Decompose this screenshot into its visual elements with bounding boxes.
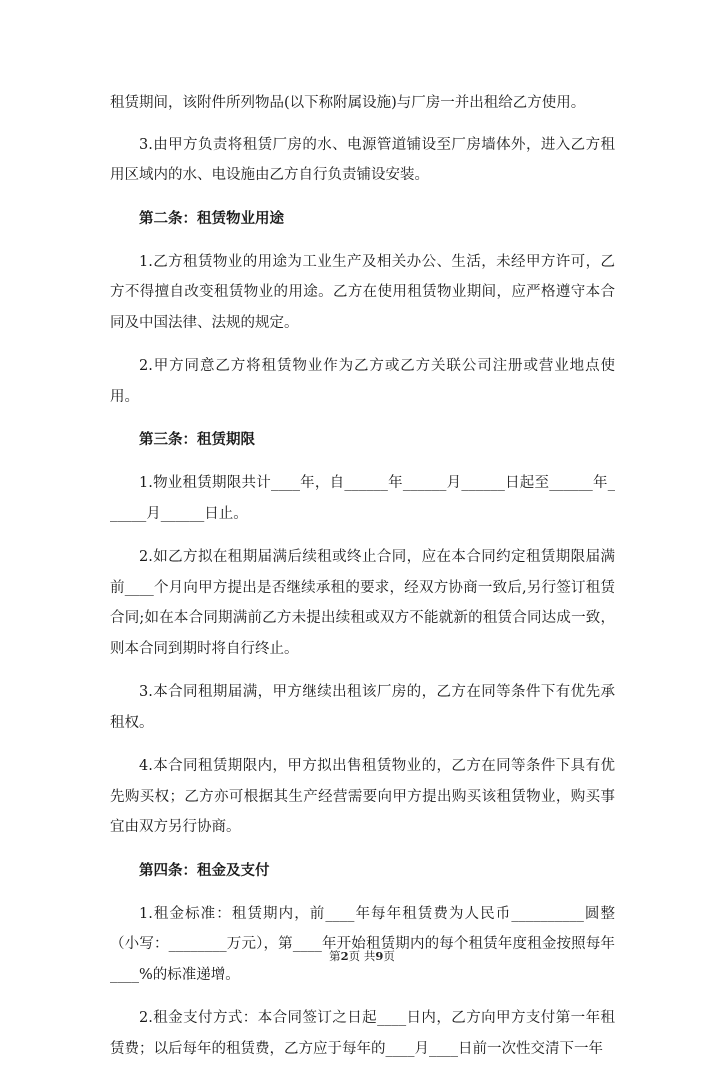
footer-total-pages: 9 <box>375 949 384 963</box>
paragraph-usage-clause-1: 1.乙方租赁物业的用途为工业生产及相关办公、生活，未经甲方许可，乙方不得擅自改变租赁物业的用途。乙方在使用租赁物业期间，应严格遵守本合同及中国法律、法规的规定。 <box>110 253 615 331</box>
document-body <box>110 88 615 1077</box>
heading-article-3: 第三条：租赁期限 <box>139 432 255 448</box>
heading-article-4: 第四条：租金及支付 <box>139 862 270 879</box>
paragraph-continuation: 租赁期间，该附件所列物品(以下称附属设施)与厂房一并出租给乙方使用。 <box>110 95 586 111</box>
footer-middle: 页 共 <box>348 949 376 963</box>
paragraph-utilities-clause: 3.由甲方负责将租赁厂房的水、电源管道铺设至厂房墙体外，进入乙方租用区域内的水、电设施由乙方自行负责铺设安装。 <box>110 136 615 183</box>
paragraph-term-clause-3: 3.本合同租期届满，甲方继续出租该厂房的，乙方在同等条件下有优先承租权。 <box>110 684 615 731</box>
paragraph-term-clause-4: 4.本合同租赁期限内，甲方拟出售租赁物业的，乙方在同等条件下具有优先购买权；乙方亦可根据其生产经营需要向甲方提出购买该租赁物业，购买事宜由双方另行协商。 <box>110 758 615 835</box>
footer-prefix: 第 <box>329 949 341 963</box>
page-footer <box>0 948 724 964</box>
footer-suffix: 页 <box>383 949 395 963</box>
paragraph-term-clause-1: 1.物业租赁期限共计____年，自______年______月______日起至______年______月______日止。 <box>110 475 615 522</box>
paragraph-rent-clause-1: 1.租金标准：租赁期内，前____年每年租赁费为人民币__________圆整（小写：________万元），第____年开始租赁期内的每个租赁年度租金按照每年____%的标准递增。 <box>110 905 615 983</box>
paragraph-rent-clause-2: 2.租金支付方式：本合同签订之日起____日内，乙方向甲方支付第一年租赁费；以后每年的租赁费，乙方应于每年的____月____日前一次性交清下一年 <box>110 1010 615 1057</box>
paragraph-usage-clause-2: 2.甲方同意乙方将租赁物业作为乙方或乙方关联公司注册或营业地点使用。 <box>110 358 615 405</box>
heading-article-2: 第二条：租赁物业用途 <box>139 210 284 227</box>
paragraph-term-clause-2: 2.如乙方拟在租期届满后续租或终止合同，应在本合同约定租赁期限届满前____个月向甲方提出是否继续承租的要求，经双方协商一致后,另行签订租赁合同;如在本合同期满前乙方未提出续租或双方不能就新的租赁合同达成一致，则本合同到期时将自行终止。 <box>110 549 615 657</box>
footer-current-page: 2 <box>340 949 349 963</box>
